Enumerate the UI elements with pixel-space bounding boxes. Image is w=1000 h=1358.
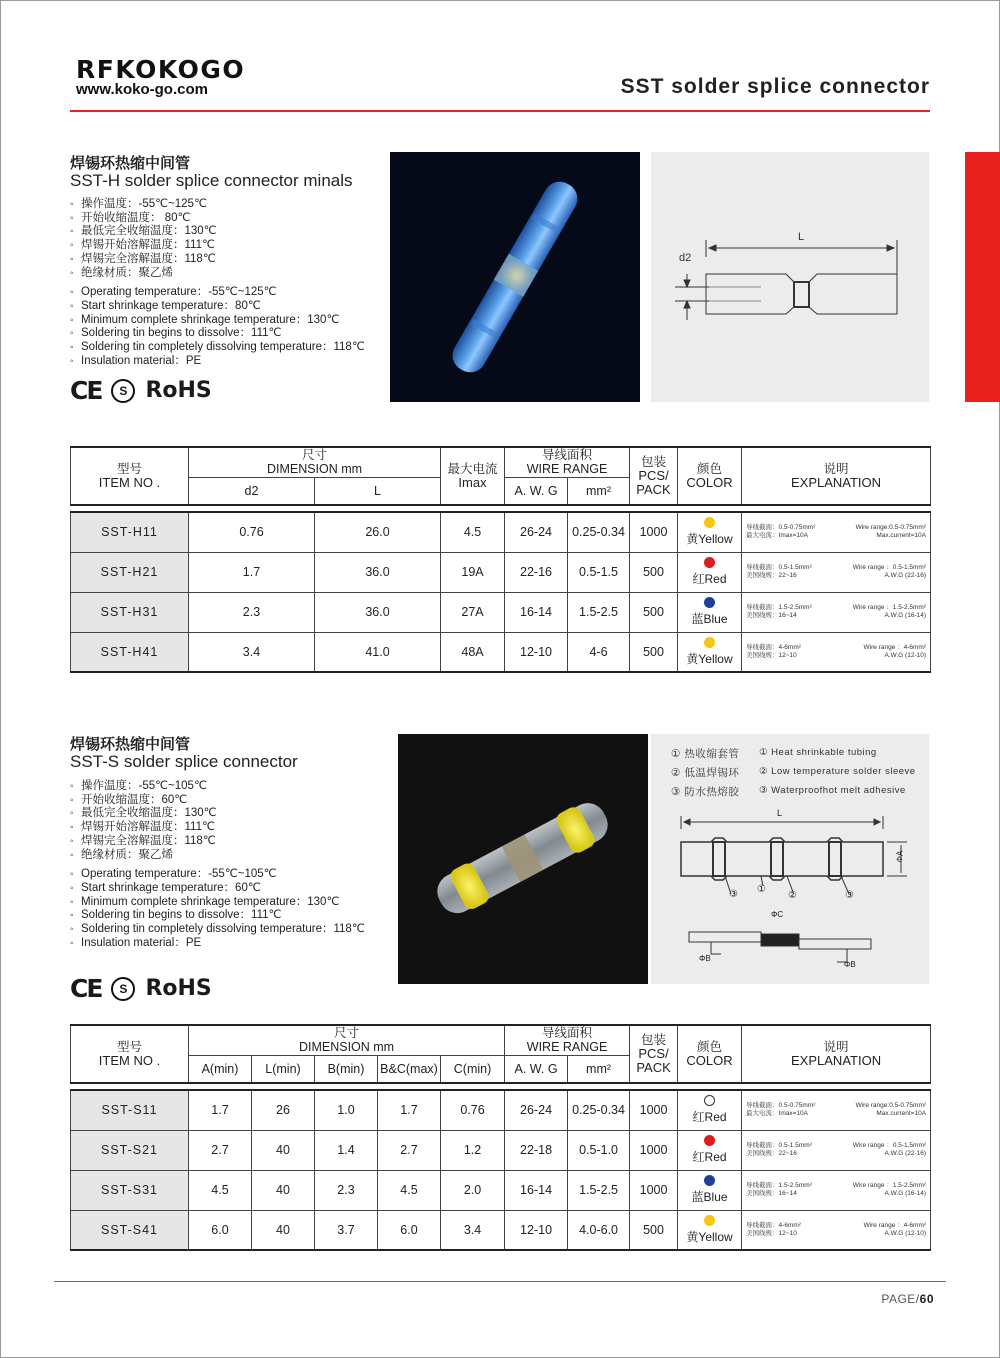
header-text: 包装 (641, 455, 667, 469)
explanation-text: 导线截面：1.5-2.5mm² (746, 604, 812, 611)
spec-item: ◦ Start shrinkage temperature：80℃ (70, 300, 380, 314)
explanation-line (746, 1150, 926, 1158)
sgs-mark-icon (111, 379, 135, 403)
explanation-text: A.W.G (16-14) (884, 612, 927, 619)
spec-item: ◦ 焊锡开始溶解温度：111℃ (70, 821, 380, 835)
explanation-text: Wire range ：4-6mm² (863, 1221, 927, 1229)
col-header-mm2: mm² (568, 1055, 630, 1083)
cell-mm2: 4-6 (568, 632, 630, 672)
cell-explanation (742, 1210, 931, 1250)
header-text: 型号 (116, 462, 142, 476)
explanation-line (746, 604, 926, 612)
cell-pack: 1000 (630, 1130, 678, 1170)
explanation-line (746, 1142, 926, 1150)
cell-c: 1.2 (441, 1130, 505, 1170)
col-header-dimension (189, 1025, 505, 1055)
col-header-color (678, 1025, 742, 1083)
header-text: 尺寸 (334, 1026, 360, 1041)
color-label: 红Red (692, 572, 727, 586)
cell-b: 3.7 (315, 1210, 378, 1250)
cell-c: 0.76 (441, 1090, 505, 1130)
spec-item: ◦ Soldering tin begins to dissolve：111℃ (70, 909, 380, 923)
cell-l: 40 (252, 1130, 315, 1170)
cell-bc: 6.0 (378, 1210, 441, 1250)
section-h-certifications (70, 376, 212, 405)
legend-num: ① (759, 747, 769, 758)
spec-item: ◦ Insulation material：PE (70, 937, 380, 951)
explanation-text: 美国线规：12~10 (746, 651, 797, 659)
section-s-spec-table (70, 1024, 931, 1251)
table-spacer (71, 505, 931, 512)
explanation-line (746, 1222, 926, 1230)
spec-item: ◦ 最低完全收缩温度：130℃ (70, 225, 380, 239)
side-tab-marker (965, 152, 1000, 402)
header-divider (70, 110, 930, 112)
header-text: EXPLANATION (790, 475, 882, 490)
cell-awg: 22-18 (505, 1130, 568, 1170)
cell-imax: 4.5 (441, 512, 505, 552)
col-header-color (678, 447, 742, 505)
legend-en: Low temperature solder sleeve (771, 766, 916, 777)
callout-2: ② (788, 890, 797, 901)
ce-mark-icon: CE (70, 974, 102, 1003)
cell-a: 6.0 (189, 1210, 252, 1250)
footer-divider (54, 1281, 946, 1282)
spec-item: ◦ 焊锡完全溶解温度：118℃ (70, 253, 380, 267)
cell-d2: 1.7 (189, 552, 315, 592)
color-dot-icon (704, 1215, 715, 1226)
cell-c: 2.0 (441, 1170, 505, 1210)
header-text: 说明 (823, 1040, 849, 1054)
cell-L: 26.0 (315, 512, 441, 552)
header-text: 说明 (823, 462, 849, 476)
cell-item-no: SST-H11 (71, 512, 189, 552)
header-text: 包装 (641, 1033, 667, 1047)
color-label: 红Red (692, 1150, 727, 1164)
section-h-title-en: SST-H solder splice connector minals (70, 171, 353, 190)
explanation-line (746, 564, 926, 572)
sgs-letter: S (119, 981, 128, 996)
section-h-drawing-svg (651, 152, 929, 402)
cell-pack: 500 (630, 1210, 678, 1250)
legend-en: Heat shrinkable tubing (771, 747, 877, 758)
header-text: DIMENSION mm (266, 462, 363, 477)
explanation-text: Wire range ：0.5-1.5mm² (852, 564, 927, 571)
col-header-imax (441, 447, 505, 505)
color-dot-icon (704, 557, 715, 568)
col-header-mm2: mm² (568, 477, 630, 505)
explanation-line (746, 572, 926, 580)
header-text: WIRE RANGE (526, 1040, 608, 1055)
legend-cn: 防水热熔胶 (684, 786, 740, 798)
cell-color (678, 552, 742, 592)
legend-cn: 低温焊锡环 (684, 767, 740, 779)
cell-mm2: 0.25-0.34 (568, 1090, 630, 1130)
explanation-line (746, 644, 926, 652)
section-h-table-body (71, 505, 931, 672)
color-label: 黄Yellow (686, 651, 733, 666)
col-header-wire-range (505, 1025, 630, 1055)
explanation-line (746, 532, 926, 540)
col-header-item (71, 1025, 189, 1083)
table-row (71, 1130, 931, 1170)
phi-b-label-left: ΦB (699, 954, 711, 963)
cell-pack: 500 (630, 592, 678, 632)
explanation-text: Max.current=10A (876, 1110, 927, 1118)
explanation-text: Wire range ：0.5-1.5mm² (852, 1142, 927, 1149)
explanation-text: 美国线规：22~16 (746, 572, 797, 579)
cell-bc: 4.5 (378, 1170, 441, 1210)
cell-l: 40 (252, 1210, 315, 1250)
cell-b: 1.4 (315, 1130, 378, 1170)
cell-explanation (742, 1130, 931, 1170)
cell-explanation (742, 552, 931, 592)
cell-color (678, 1090, 742, 1130)
spec-item: ◦ Soldering tin completely dissolving temperature：118℃ (70, 923, 380, 937)
cell-explanation (742, 592, 931, 632)
color-label: 黄Yellow (686, 532, 733, 547)
phi-c-label: ΦC (771, 910, 784, 919)
table-row (71, 552, 931, 592)
col-header-l-min: L(min) (252, 1055, 315, 1083)
legend-num: ③ (759, 785, 769, 796)
explanation-text: 导线截面：0.5-0.75mm² (746, 1102, 816, 1110)
length-label: L (777, 808, 783, 818)
explanation-text: A.W.G (16-14) (884, 1190, 927, 1197)
header-text: DIMENSION mm (298, 1040, 395, 1055)
col-header-l: L (315, 477, 441, 505)
color-dot-icon (704, 1095, 715, 1106)
cell-mm2: 4.0-6.0 (568, 1210, 630, 1250)
cell-L: 41.0 (315, 632, 441, 672)
explanation-line (746, 1190, 926, 1198)
cell-item-no: SST-S11 (71, 1090, 189, 1130)
section-s-table-body (71, 1083, 931, 1250)
explanation-text: Max.current=10A (876, 532, 927, 540)
spec-item: ◦ 操作温度：-55℃~105℃ (70, 780, 380, 794)
cell-pack: 1000 (630, 512, 678, 552)
col-header-awg: A. W. G (505, 1055, 568, 1083)
header-text: 尺寸 (302, 448, 328, 463)
cell-mm2: 1.5-2.5 (568, 1170, 630, 1210)
section-s-title-en: SST-S solder splice connector (70, 752, 298, 771)
color-dot-icon (704, 1175, 715, 1186)
explanation-text: 美国线规：16~14 (746, 1190, 797, 1197)
explanation-text: Wire range:0.5-0.75mm² (855, 1102, 927, 1110)
website-url[interactable]: www.koko-go.com (76, 81, 208, 98)
explanation-text: Wire range ：4-6mm² (863, 643, 927, 651)
legend-num: ② (671, 767, 681, 779)
cell-L: 36.0 (315, 552, 441, 592)
cell-d2: 3.4 (189, 632, 315, 672)
cell-l: 40 (252, 1170, 315, 1210)
spec-item: ◦ Minimum complete shrinkage temperature：130℃ (70, 896, 380, 910)
cell-a: 2.7 (189, 1130, 252, 1170)
section-h-product-photo (390, 152, 640, 402)
cell-item-no: SST-S21 (71, 1130, 189, 1170)
legend-en: Waterproofhot melt adhesive (771, 785, 906, 796)
page-prefix: PAGE/ (881, 1292, 920, 1306)
cell-a: 1.7 (189, 1090, 252, 1130)
table-row (71, 632, 931, 672)
section-h-dimension-diagram (651, 152, 929, 402)
cell-l: 26 (252, 1090, 315, 1130)
explanation-text: A.W.G (12-10) (884, 1229, 927, 1237)
explanation-text: 导线截面：0.5-0.75mm² (746, 524, 816, 532)
header-text: ITEM NO . (98, 1053, 161, 1068)
cell-mm2: 1.5-2.5 (568, 592, 630, 632)
callout-1: ① (757, 884, 766, 895)
cell-c: 3.4 (441, 1210, 505, 1250)
section-s-certifications (70, 974, 212, 1003)
cell-item-no: SST-H21 (71, 552, 189, 592)
color-dot-icon (704, 517, 715, 528)
cell-item-no: SST-S31 (71, 1170, 189, 1210)
section-h-spec-list (70, 198, 380, 368)
callout-3-right: ③ (845, 890, 854, 901)
header-text: 最大电流 (447, 462, 498, 476)
rohs-mark: RoHS (145, 378, 212, 403)
spec-item: ◦ 操作温度：-55℃~125℃ (70, 198, 380, 212)
spec-item: ◦ Operating temperature：-55℃~105℃ (70, 868, 380, 882)
explanation-text: 美国线规：22~16 (746, 1150, 797, 1157)
table-row (71, 1170, 931, 1210)
explanation-text: Wire range ：1.5-2.5mm² (852, 1182, 927, 1189)
table-row (71, 512, 931, 552)
explanation-text: A.W.G (22-16) (884, 572, 927, 579)
phi-a-label: ΦA (895, 850, 905, 863)
col-header-a-min: A(min) (189, 1055, 252, 1083)
section-s-dimension-diagram (651, 734, 929, 984)
explanation-text: A.W.G (22-16) (884, 1150, 927, 1157)
sgs-mark-icon (111, 977, 135, 1001)
color-label: 红Red (692, 1110, 727, 1125)
section-s-drawing-svg (651, 734, 929, 984)
cell-pack: 500 (630, 552, 678, 592)
clear-splice-connector-image (398, 734, 648, 984)
cell-mm2: 0.5-1.0 (568, 1130, 630, 1170)
header-text: 型号 (116, 1040, 142, 1054)
explanation-text: 美国线规：16~14 (746, 612, 797, 619)
cell-color (678, 1170, 742, 1210)
header-text: 导线面积 (542, 448, 593, 463)
callout-3-left: ③ (729, 889, 738, 900)
cell-pack: 1000 (630, 1090, 678, 1130)
table-row (71, 592, 931, 632)
header-text: WIRE RANGE (526, 462, 608, 477)
cell-awg: 26-24 (505, 512, 568, 552)
header-text: COLOR (686, 475, 733, 490)
header-text: PCS/ (638, 468, 669, 483)
header-text: PCS/ (638, 1046, 669, 1061)
header-text: PACK (636, 1060, 671, 1075)
explanation-text: A.W.G (12-10) (884, 651, 927, 659)
spec-item: ◦ 焊锡完全溶解温度：118℃ (70, 835, 380, 849)
header-text: 导线面积 (542, 1026, 593, 1041)
spec-item: ◦ 绝缘材质：聚乙烯 (70, 849, 380, 863)
cell-imax: 48A (441, 632, 505, 672)
cell-awg: 22-16 (505, 552, 568, 592)
cell-color (678, 1210, 742, 1250)
cell-bc: 1.7 (378, 1090, 441, 1130)
explanation-line (746, 652, 926, 660)
color-dot-icon (704, 637, 715, 648)
explanation-text: 美国线规：12~10 (746, 1229, 797, 1237)
spec-item: ◦ Insulation material：PE (70, 355, 380, 369)
cell-awg: 12-10 (505, 632, 568, 672)
col-header-pack (630, 447, 678, 505)
color-label: 蓝Blue (691, 1190, 728, 1204)
header-text: COLOR (686, 1053, 733, 1068)
section-h-spec-table (70, 446, 931, 673)
cell-awg: 26-24 (505, 1090, 568, 1130)
cell-mm2: 0.5-1.5 (568, 552, 630, 592)
spec-item: ◦ 开始收缩温度：60℃ (70, 794, 380, 808)
table-row (71, 1210, 931, 1250)
cell-awg: 12-10 (505, 1210, 568, 1250)
explanation-text: 导线截面：4-6mm² (746, 643, 801, 651)
legend-num: ③ (671, 786, 681, 798)
col-header-pack (630, 1025, 678, 1083)
explanation-text: 最大电流：Imax=10A (746, 532, 808, 540)
length-label: L (798, 231, 805, 243)
col-header-dimension (189, 447, 441, 477)
legend-num: ① (671, 748, 681, 760)
header-text: 颜色 (697, 462, 723, 476)
sgs-letter: S (119, 383, 128, 398)
table-row (71, 1090, 931, 1130)
explanation-text: 导线截面：1.5-2.5mm² (746, 1182, 812, 1189)
cell-color (678, 592, 742, 632)
cell-item-no: SST-S41 (71, 1210, 189, 1250)
diameter-label: d2 (679, 252, 692, 264)
cell-b: 2.3 (315, 1170, 378, 1210)
table-spacer (71, 1083, 931, 1090)
page-number-value: 60 (919, 1292, 934, 1306)
header-text: PACK (636, 482, 671, 497)
cell-explanation (742, 1170, 931, 1210)
col-header-b-min: B(min) (315, 1055, 378, 1083)
section-s-title-cn: 焊锡环热缩中间管 (70, 736, 191, 753)
explanation-line (746, 1182, 926, 1190)
legend-cn: 热收缩套管 (684, 748, 740, 760)
color-dot-icon (704, 1135, 715, 1146)
section-h-title-cn: 焊锡环热缩中间管 (70, 155, 191, 172)
spec-item: ◦ Operating temperature：-55℃~125℃ (70, 286, 380, 300)
cell-color (678, 512, 742, 552)
page-number (881, 1292, 934, 1306)
cell-pack: 500 (630, 632, 678, 672)
cell-explanation (742, 512, 931, 552)
ce-mark-icon: CE (70, 376, 102, 405)
explanation-text: Wire range ：1.5-2.5mm² (852, 604, 927, 611)
phi-b-label-right: ΦB (844, 960, 856, 969)
color-label: 黄Yellow (686, 1229, 733, 1244)
col-header-bc-max: B&C(max) (378, 1055, 441, 1083)
cell-item-no: SST-H31 (71, 592, 189, 632)
explanation-line (746, 1230, 926, 1238)
explanation-line (746, 612, 926, 620)
explanation-line (746, 1110, 926, 1118)
page-title: SST solder splice connector (620, 75, 930, 98)
spec-item: ◦ Minimum complete shrinkage temperature：130℃ (70, 314, 380, 328)
rohs-mark: RoHS (145, 976, 212, 1001)
col-header-wire-range (505, 447, 630, 477)
explanation-text: Wire range:0.5-0.75mm² (855, 524, 927, 532)
col-header-d2: d2 (189, 477, 315, 505)
explanation-text: 最大电流：Imax=10A (746, 1110, 808, 1118)
color-dot-icon (704, 597, 715, 608)
cell-color (678, 1130, 742, 1170)
header-text: ITEM NO . (98, 475, 161, 490)
cell-item-no: SST-H41 (71, 632, 189, 672)
color-label: 蓝Blue (691, 612, 728, 626)
spec-item: ◦ 开始收缩温度： 80℃ (70, 212, 380, 226)
header-text: EXPLANATION (791, 1053, 882, 1068)
cell-explanation (742, 632, 931, 672)
cell-d2: 2.3 (189, 592, 315, 632)
section-s-spec-list (70, 780, 380, 950)
explanation-text: 导线截面：0.5-1.5mm² (746, 1142, 812, 1149)
cell-imax: 27A (441, 592, 505, 632)
col-header-explanation (742, 1025, 931, 1083)
cell-awg: 16-14 (505, 1170, 568, 1210)
legend-num: ② (759, 766, 769, 777)
col-header-c-min: C(min) (441, 1055, 505, 1083)
brand-logo: RFKOKOGO (76, 55, 246, 84)
cell-a: 4.5 (189, 1170, 252, 1210)
spec-item: ◦ 最低完全收缩温度：130℃ (70, 807, 380, 821)
explanation-text: 导线截面：0.5-1.5mm² (746, 564, 812, 571)
cell-color (678, 632, 742, 672)
spec-item: ◦ 绝缘材质：聚乙烯 (70, 267, 380, 281)
cell-imax: 19A (441, 552, 505, 592)
col-header-awg: A. W. G (505, 477, 568, 505)
section-s-product-photo (398, 734, 648, 984)
col-header-explanation (742, 447, 931, 505)
header-text: 颜色 (697, 1040, 723, 1054)
spec-item: ◦ Soldering tin begins to dissolve：111℃ (70, 327, 380, 341)
cell-bc: 2.7 (378, 1130, 441, 1170)
cell-mm2: 0.25-0.34 (568, 512, 630, 552)
blue-splice-connector-image (390, 152, 640, 402)
spec-item: ◦ Start shrinkage temperature：60℃ (70, 882, 380, 896)
cell-explanation (742, 1090, 931, 1130)
cell-b: 1.0 (315, 1090, 378, 1130)
cell-pack: 1000 (630, 1170, 678, 1210)
explanation-text: 导线截面：4-6mm² (746, 1221, 801, 1229)
spec-item: ◦ 焊锡开始溶解温度：111℃ (70, 239, 380, 253)
cell-L: 36.0 (315, 592, 441, 632)
spec-item: ◦ Soldering tin completely dissolving temperature：118℃ (70, 341, 380, 355)
cell-awg: 16-14 (505, 592, 568, 632)
header-text: Imax (458, 475, 487, 490)
cell-d2: 0.76 (189, 512, 315, 552)
col-header-item (71, 447, 189, 505)
